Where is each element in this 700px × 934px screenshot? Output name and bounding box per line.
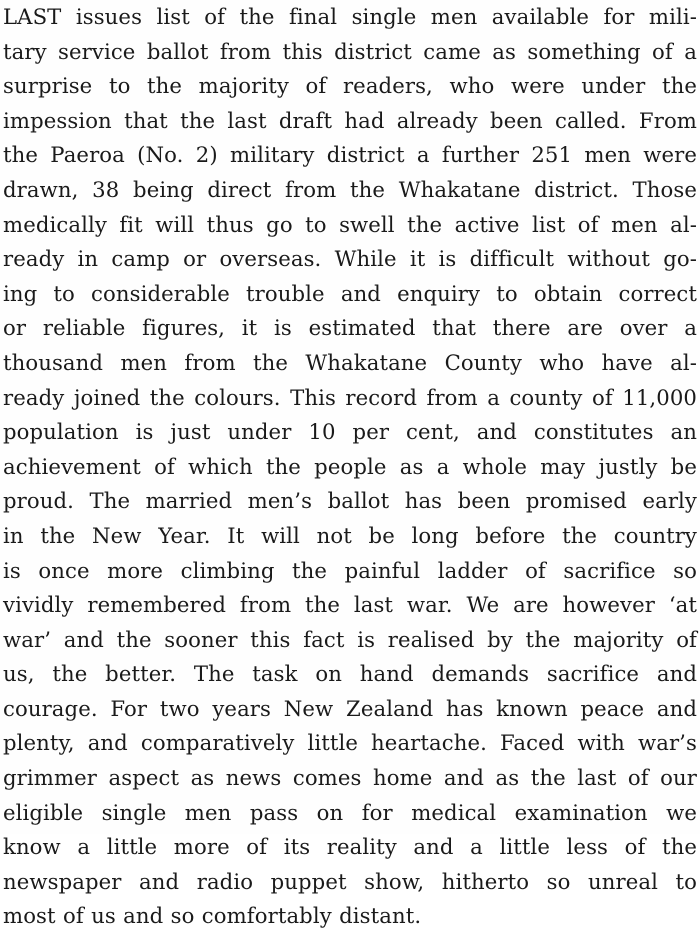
article-line: tary service ballot from this district came as something of a: [3, 38, 697, 64]
article-line: impession that the last draft had already been called. From: [3, 107, 697, 133]
article-line: plenty, and comparatively little heartache. Faced with war’s: [3, 730, 697, 756]
article-line: or reliable figures, it is estimated that there are over a: [3, 315, 697, 341]
article-line: grimmer aspect as news comes home and as the last of our: [3, 765, 697, 791]
article-line: ready in camp or overseas. While it is difficult without go-: [3, 246, 697, 272]
article-line: ing to considerable trouble and enquiry to obtain correct: [3, 280, 697, 306]
article-line: courage. For two years New Zealand has known peace and: [3, 695, 697, 721]
article-line: vividly remembered from the last war. We are however ‘at: [3, 592, 697, 618]
article-line: know a little more of its reality and a little less of the: [3, 834, 697, 860]
article-line: thousand men from the Whakatane County who have al-: [3, 349, 697, 375]
article-body: [3, 0, 697, 934]
article-line: proud. The married men’s ballot has been promised early: [3, 488, 697, 514]
article-line: most of us and so comfortably distant.: [3, 903, 422, 929]
article-line: war’ and the sooner this fact is realised by the majority of: [3, 626, 697, 652]
article-line: is once more climbing the painful ladder of sacrifice so: [3, 557, 697, 583]
article-line: medically fit will thus go to swell the active list of men al-: [3, 211, 697, 237]
article-line: achievement of which the people as a whole may justly be: [3, 453, 697, 479]
article-line: ready joined the colours. This record from a county of 11,000: [3, 384, 697, 410]
article-line: newspaper and radio puppet show, hitherto so unreal to: [3, 868, 697, 894]
article-line: surprise to the majority of readers, who were under the: [3, 73, 697, 99]
article-line: the Paeroa (No. 2) military district a further 251 men were: [3, 142, 697, 168]
article-line: drawn, 38 being direct from the Whakatane district. Those: [3, 176, 697, 202]
article-line: in the New Year. It will not be long before the country: [3, 522, 697, 548]
article-line: us, the better. The task on hand demands sacrifice and: [3, 661, 697, 687]
article-line: population is just under 10 per cent, and constitutes an: [3, 419, 697, 445]
article-line: eligible single men pass on for medical examination we: [3, 799, 697, 825]
article-line: LAST issues list of the final single men available for mili-: [3, 4, 697, 29]
